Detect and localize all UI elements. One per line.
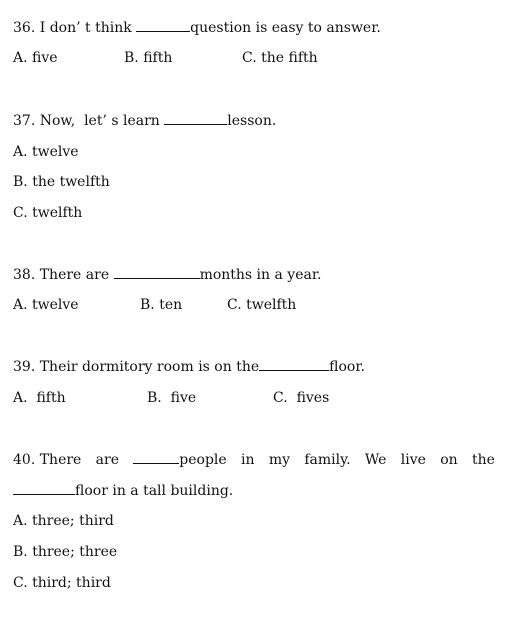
answer-blank <box>259 358 329 371</box>
option-c: C. third; third <box>13 575 111 591</box>
option-b: B. five <box>147 390 197 406</box>
option-a: A. fifth <box>13 390 66 406</box>
option-b: B. fifth <box>124 50 173 66</box>
option-c: C. twelfth <box>13 205 83 221</box>
option-c: C. twelfth <box>227 297 297 313</box>
question-37-stem: 37. Now, let’ s learn lesson. <box>13 113 277 129</box>
option-a: A. twelve <box>13 297 79 313</box>
option-b: B. the twelfth <box>13 174 110 190</box>
answer-blank <box>136 19 190 32</box>
option-c: C. the fifth <box>242 50 318 66</box>
question-40-stem-line1: 40. There are people in my family. We live on the <box>13 452 495 468</box>
question-40-stem-line2: floor in a tall building. <box>13 482 233 500</box>
option-c: C. fives <box>273 390 330 406</box>
option-b: B. three; three <box>13 544 118 560</box>
option-a: A. three; third <box>13 513 114 529</box>
question-38-stem: 38. There are months in a year. <box>13 267 322 283</box>
question-39-stem: 39. Their dormitory room is on the floor. <box>13 359 365 375</box>
option-b: B. ten <box>140 297 183 313</box>
option-a: A. five <box>13 50 58 66</box>
answer-blank <box>114 266 200 279</box>
answer-blank <box>13 482 75 495</box>
answer-blank <box>164 112 227 125</box>
option-a: A. twelve <box>13 144 79 160</box>
question-36-stem: 36. I don’ t think question is easy to answer. <box>13 20 381 36</box>
answer-blank <box>133 451 179 464</box>
